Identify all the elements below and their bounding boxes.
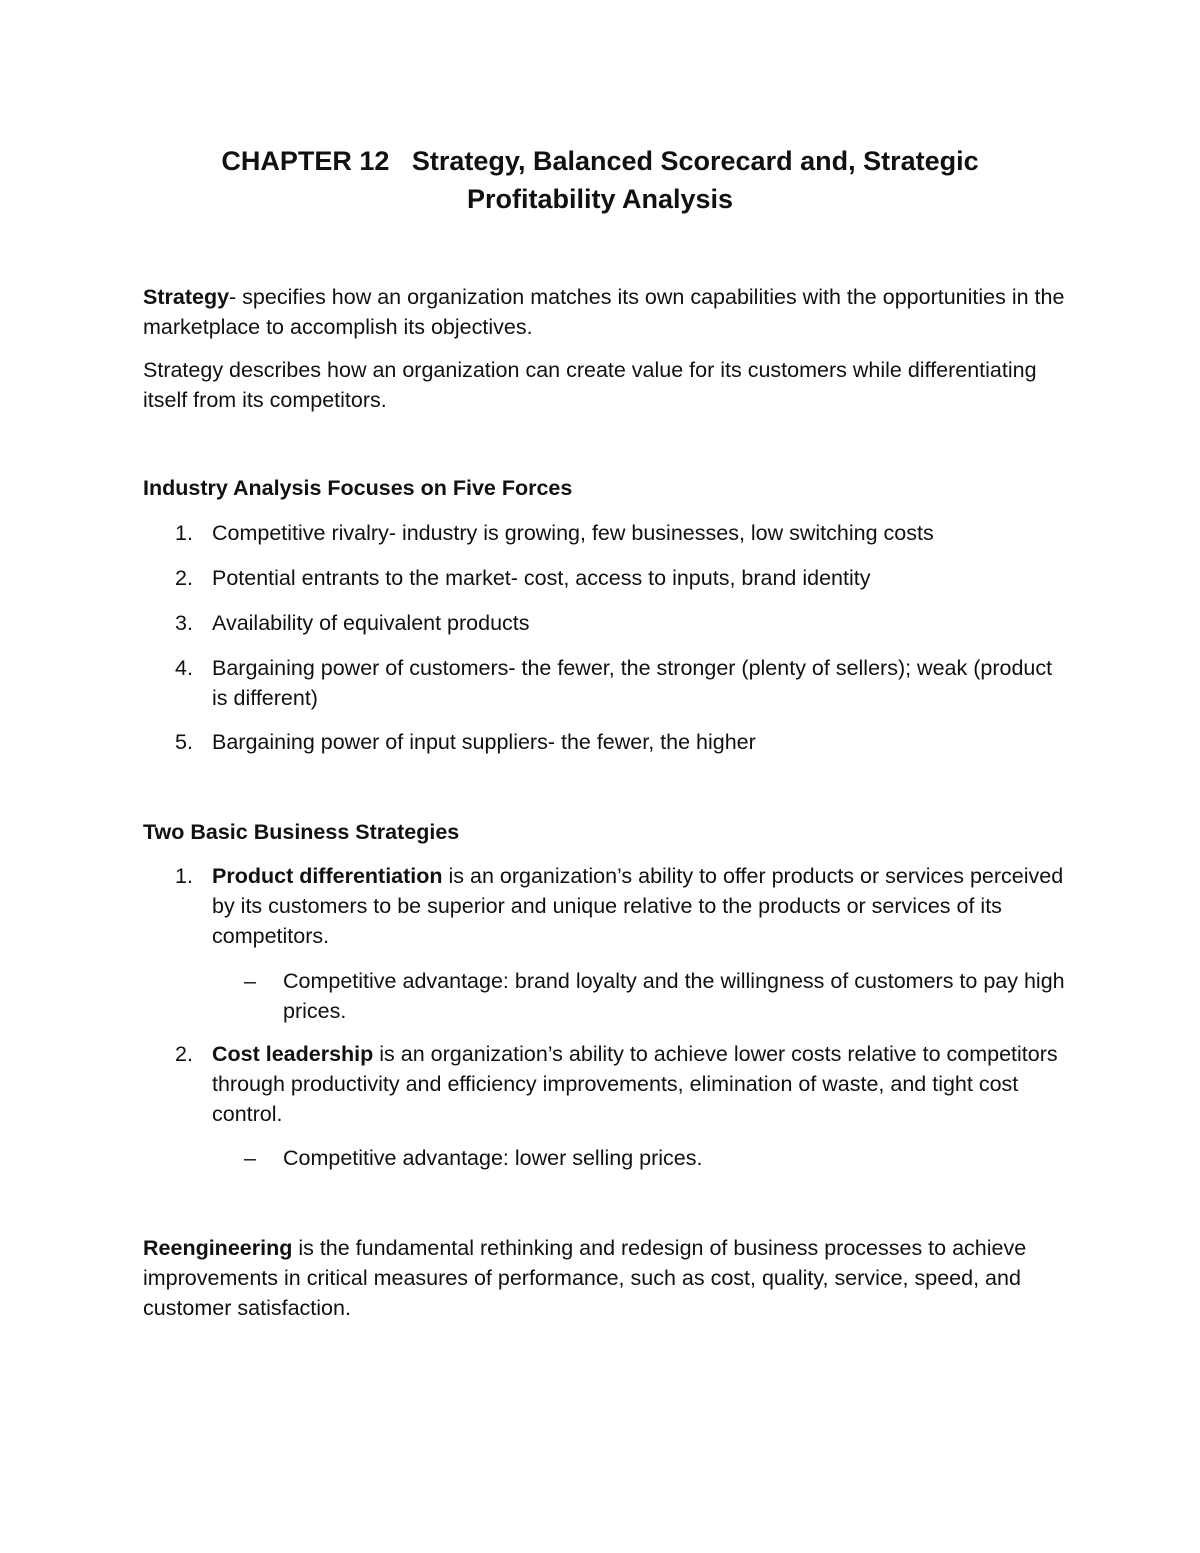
sub-list-text: Competitive advantage: lower selling prices. <box>283 1146 703 1170</box>
sub-list-item <box>244 1143 1074 1173</box>
list-number: 5. <box>175 730 193 754</box>
list-number: 2. <box>175 1042 193 1066</box>
reengineering-paragraph <box>143 1233 1073 1323</box>
strategy-definition <box>143 282 1073 342</box>
list-item <box>143 727 1073 757</box>
list-number: 2. <box>175 566 193 590</box>
page-title <box>100 142 1100 218</box>
list-number: 4. <box>175 656 193 680</box>
list-text: Competitive rivalry- industry is growing, few businesses, low switching costs <box>212 521 934 545</box>
strategies-heading: Two Basic Business Strategies <box>143 820 460 844</box>
list-text: Potential entrants to the market- cost, access to inputs, brand identity <box>212 566 871 590</box>
list-number: 1. <box>175 864 193 888</box>
list-item <box>143 1039 1073 1129</box>
cost-leadership-term: Cost leadership <box>212 1042 374 1066</box>
list-item <box>143 608 1073 638</box>
sub-list-text: Competitive advantage: brand loyalty and the willingness of customers to pay high prices. <box>283 969 1065 1023</box>
list-item <box>143 563 1073 593</box>
product-differentiation-term: Product differentiation <box>212 864 443 888</box>
list-text: Bargaining power of input suppliers- the fewer, the higher <box>212 730 756 754</box>
product-differentiation-text: is an organization’s ability to offer products or services perceived by its customers to be superior and unique relative to the products or services of its competitors. <box>212 864 1064 948</box>
title-line-1: CHAPTER 12 Strategy, Balanced Scorecard and, Strategic <box>221 146 979 176</box>
reengineering-text: is the fundamental rethinking and redesign of business processes to achieve improvements in critical measures of performance, such as cost, quality, service, speed, and customer satisfaction. <box>143 1236 1027 1320</box>
list-item <box>143 861 1073 951</box>
sub-list-item <box>244 966 1074 1026</box>
list-text: Bargaining power of customers- the fewer, the stronger (plenty of sellers); weak (product is different) <box>212 656 1053 710</box>
industry-heading: Industry Analysis Focuses on Five Forces <box>143 476 573 500</box>
list-text: Availability of equivalent products <box>212 611 530 635</box>
reengineering-term: Reengineering <box>143 1236 293 1260</box>
list-text <box>212 1039 1073 1129</box>
list-number: 1. <box>175 521 193 545</box>
list-item <box>143 653 1073 713</box>
strategy-value-paragraph: Strategy describes how an organization can create value for its customers while differentiating itself from its competitors. <box>143 358 1037 412</box>
list-number: 3. <box>175 611 193 635</box>
dash-bullet: – <box>244 969 256 993</box>
dash-bullet: – <box>244 1146 256 1170</box>
list-text <box>212 861 1073 951</box>
strategy-term: Strategy <box>143 285 230 309</box>
strategy-definition-text: - specifies how an organization matches its own capabilities with the opportunities in the marketplace to accomplish its objectives. <box>143 285 1065 339</box>
list-item <box>143 518 1073 548</box>
cost-leadership-text: is an organization’s ability to achieve lower costs relative to competitors through productivity and efficiency improvements, elimination of waste, and tight cost control. <box>212 1042 1058 1126</box>
title-line-2: Profitability Analysis <box>466 184 734 214</box>
